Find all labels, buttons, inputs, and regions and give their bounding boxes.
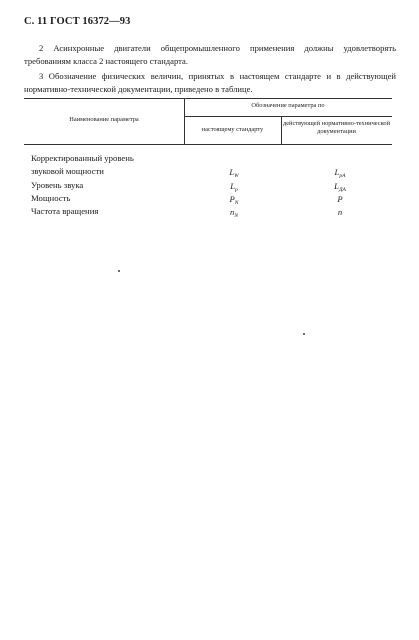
row-3-name: Мощность	[31, 193, 71, 203]
row-4-other-symbol	[310, 207, 370, 217]
row-3-std-symbol	[204, 194, 264, 206]
scan-speck	[303, 333, 305, 335]
row-3-std-sub: N	[234, 200, 239, 206]
row-2-other-sub: ДА	[338, 187, 346, 193]
page-header: С. 11 ГОСТ 16372—93	[24, 16, 131, 27]
symbols-table-header	[24, 98, 392, 144]
row-2-std-symbol	[204, 181, 264, 193]
row-1-name-line1: Корректированный уровень	[31, 153, 134, 163]
row-3-std-base: P	[229, 194, 235, 204]
header-designation-group: Обозначение параметра по	[251, 102, 325, 109]
table-header-bottom-rule	[24, 144, 392, 145]
row-4-other-base: n	[337, 207, 343, 217]
row-2-name: Уровень звука	[31, 180, 84, 190]
paragraph-2: 2 Асинхронные двигатели общепромышленного применения должны удовлетворять требованиям класса 2 настоящего стандарта.	[24, 43, 396, 66]
row-1-std-sub: W	[234, 173, 239, 179]
table-top-rule	[24, 98, 392, 99]
header-this-standard: настоящему стандарту	[201, 126, 264, 133]
row-2-other-symbol	[310, 181, 370, 193]
row-1-name-line2: звуковой мощности	[31, 166, 104, 176]
row-1-std-symbol	[204, 167, 264, 179]
row-3-other-base: P	[337, 194, 343, 204]
row-1-std-base: L	[229, 167, 235, 177]
row-4-std-sub: N	[234, 213, 238, 219]
header-parameter-name: Наименование параметра	[69, 116, 139, 123]
row-3-other-symbol	[310, 194, 370, 204]
row-4-std-symbol	[204, 207, 264, 219]
row-2-std-sub: p	[235, 187, 238, 193]
row-1-other-base: L	[334, 167, 340, 177]
row-2-other-base: L	[334, 181, 339, 191]
header-other-documentation: действующей нормативно-технической документации	[282, 120, 391, 135]
row-2-std-base: L	[230, 181, 236, 191]
scan-speck	[118, 270, 120, 272]
row-1-other-symbol	[310, 167, 370, 179]
table-group-rule	[184, 116, 392, 117]
row-4-name: Частота вращения	[31, 206, 99, 216]
row-1-other-sub: pA	[339, 173, 346, 179]
paragraph-3: 3 Обозначение физических величин, принятых в настоящем стандарте и в действующей нормативно-технической документации, приведено в таблице.	[24, 71, 396, 94]
row-4-std-base: n	[230, 207, 235, 217]
